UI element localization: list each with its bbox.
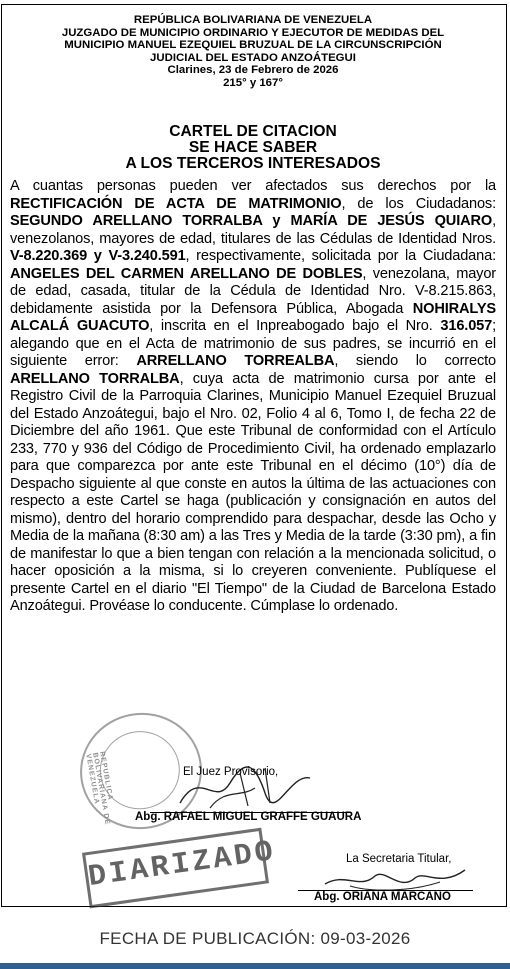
notice-body xyxy=(10,178,496,616)
body-text: , de los Ciudadanos: xyxy=(341,195,496,212)
body-bold: 316.057 xyxy=(440,318,493,334)
judge-label: El Juez Provisorio, xyxy=(183,766,279,778)
header-court-line2: MUNICIPIO MANUEL EZEQUIEL BRUZUAL DE LA CIRCUNSCRIPCIÓN xyxy=(64,39,442,52)
seal-text: REPUBLICA BOLIVARIANA DE VENEZUELA xyxy=(84,750,114,826)
secretary-label: La Secretaria Titular, xyxy=(346,853,452,865)
body-text: ; alegando que en el Acta de matrimonio de sus padres, se incurrió en el siguiente error: xyxy=(10,318,496,369)
body-bold: V-8.220.369 y V-3.240.591 xyxy=(10,248,186,264)
judge-name: Abg. RAFAEL MIGUEL GRAFFE GUAURA xyxy=(135,811,362,823)
secretary-name: Abg. ORIANA MARCANO xyxy=(314,891,451,903)
publication-date: FECHA DE PUBLICACIÓN: 09-03-2026 xyxy=(99,929,411,948)
header-court-line1: JUZGADO DE MUNICIPIO ORDINARIO Y EJECUTOR DE MEDIDAS DEL xyxy=(61,26,445,39)
body-text: , cuya acta de matrimonio cursa por ante el Registro Civil de la Parroquia Clarines, Municipio Manuel Ezequiel Bruzual del Estado Anzoátegui, bajo el Nro. 02, Folio 4 al 6, Tomo I, de fecha 22 de Diciembre del año 1961. Que este Tribunal de conformidad con el Artículo 233, 770 y 936 del Código de Procedimiento Civil, ha ordenado emplazarlo para que comparezca por ante este Tribunal en el décimo (10°) día de Despacho siguiente al que conste en autos la última de las actuaciones con respecto a este Cartel se haga (publicación y consignación en autos del mismo), dentro del horario comprendido para despachar, desde las Ocho y Media de la mañana (8:30 am) a las Tres y Media de la tarde (3:30 pm), a fin de manifestar lo que a bien tengan con relación a la mencionada solicitud, o hacer oposición a la misma, si lo creyeren conveniente. Publíquese el presente Cartel en el diario "El Tiempo" de la Ciudad de Barcelona Estado Anzoátegui. Provéase lo conducente. Cúmplase lo ordenado. xyxy=(10,370,496,614)
body-bold: ARRELLANO TORREALBA xyxy=(136,353,335,369)
body-bold: NOHIRALYS ALCALÁ GUACUTO xyxy=(10,300,496,334)
court-header xyxy=(0,14,506,90)
body-text: A cuantas personas pueden ver afectados sus derechos por la xyxy=(10,178,496,194)
bottom-accent-bar xyxy=(0,963,510,969)
body-text: , inscrita en el Inpreabogado bajo el Nro. xyxy=(149,318,441,334)
title-line2: SE HACE SABER xyxy=(188,139,318,156)
diarizado-stamp: DIARIZADO xyxy=(82,828,269,909)
header-date: Clarines, 23 de Febrero de 2026 xyxy=(167,64,339,77)
header-country: REPÚBLICA BOLIVARIANA DE VENEZUELA xyxy=(133,14,373,26)
header-years: 215° y 167° xyxy=(223,76,283,89)
title-line1: CARTEL DE CITACION xyxy=(169,123,337,140)
body-bold: SEGUNDO ARELLANO TORRALBA y MARÍA DE JESÚS QUIARO xyxy=(10,213,493,229)
header-court-line3: JUDICIAL DEL ESTADO ANZOÁTEGUI xyxy=(150,51,356,64)
notice-title xyxy=(0,124,506,172)
judge-signature xyxy=(170,748,320,818)
body-bold: RECTIFICACIÓN DE ACTA DE MATRIMONIO xyxy=(10,195,342,212)
body-text: , respectivamente, solicitada por la Ciudadana: xyxy=(185,248,496,264)
body-bold: ARELLANO TORRALBA xyxy=(10,370,180,387)
body-text: , venezolanos, mayores de edad, titulares de las Cédulas de Identidad Nros. xyxy=(10,213,496,247)
body-bold: ANGELES DEL CARMEN ARELLANO DE DOBLES xyxy=(10,265,363,282)
body-text: , venezolana, mayor de edad, casada, titular de la Cédula de Identidad Nro. V-8.215.863, debidamente asistida por la Defensora Pública, Abogada xyxy=(10,265,496,317)
body-text: , siendo lo correcto xyxy=(334,353,496,369)
title-line3: A LOS TERCEROS INTERESADOS xyxy=(125,155,381,172)
